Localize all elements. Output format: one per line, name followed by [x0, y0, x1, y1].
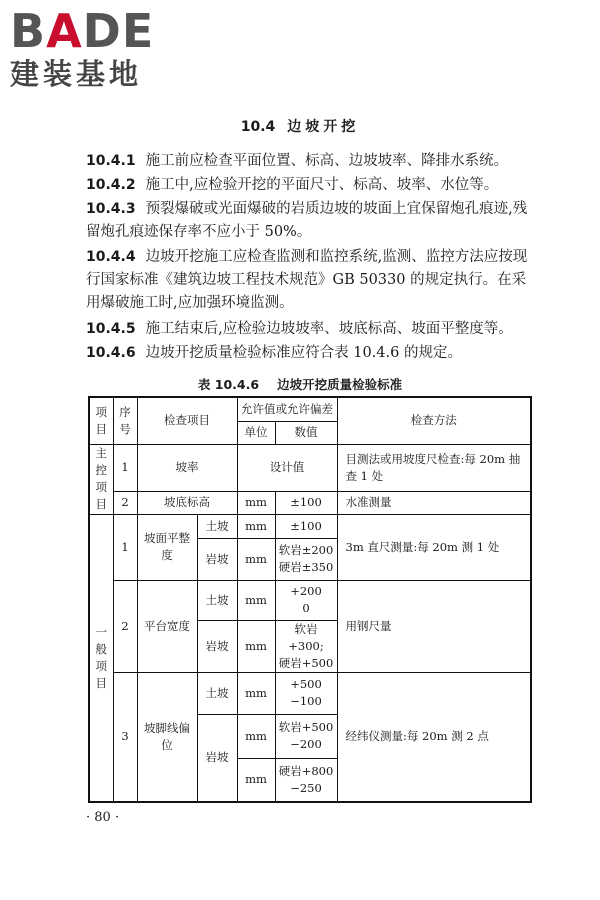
- clause-number: 10.4.4: [86, 249, 136, 265]
- section-heading: 边坡开挖: [287, 119, 360, 135]
- table-cell: 3m 直尺测量:每 20m 测 1 处: [337, 514, 531, 580]
- clause-10-4-6: [86, 342, 528, 365]
- clause-number: 10.4.3: [86, 201, 136, 217]
- table-cell: 坡面平整度: [137, 514, 197, 580]
- section-title: [0, 116, 600, 136]
- header-check-item: 检查项目: [137, 397, 237, 444]
- header-value: 数值: [275, 421, 337, 444]
- clause-10-4-2: [86, 174, 528, 197]
- clause-10-4-1: [86, 150, 528, 173]
- clause-10-4-5: [86, 318, 528, 341]
- clause-text: 预裂爆破或光面爆破的岩质边坡的坡面上宜保留炮孔痕迹,残留炮孔痕迹保存率不应小于 50%。: [86, 201, 528, 240]
- table-caption-title: 边坡开挖质量检验标准: [277, 377, 403, 392]
- header-method: 检查方法: [337, 397, 531, 444]
- publisher-logo: [10, 6, 180, 92]
- table-cell: 1: [113, 444, 137, 491]
- group-general: 一般项目: [89, 514, 113, 802]
- header-unit: 单位: [237, 421, 275, 444]
- logo-letter-b: B: [10, 4, 47, 58]
- table-cell: 岩坡: [197, 538, 237, 580]
- table-cell: 岩坡: [197, 620, 237, 672]
- table-cell: 岩坡: [197, 714, 237, 802]
- table-cell: mm: [237, 514, 275, 538]
- clause-number: 10.4.2: [86, 177, 136, 193]
- clause-number: 10.4.5: [86, 321, 136, 337]
- clause-number: 10.4.1: [86, 153, 136, 169]
- table-cell: ±100: [275, 514, 337, 538]
- table-caption-id: 表 10.4.6: [197, 377, 260, 392]
- table-cell: 土坡: [197, 672, 237, 714]
- table-cell: mm: [237, 758, 275, 802]
- clause-text: 施工前应检查平面位置、标高、边坡坡率、降排水系统。: [145, 153, 509, 169]
- table-cell: 软岩±200 硬岩±350: [275, 538, 337, 580]
- table-cell: 设计值: [237, 444, 337, 491]
- clause-text: 施工中,应检验开挖的平面尺寸、标高、坡率、水位等。: [145, 177, 499, 193]
- header-allowance: 允许值或允许偏差: [237, 397, 337, 421]
- table-cell: mm: [237, 714, 275, 758]
- table-cell: mm: [237, 620, 275, 672]
- table-cell: mm: [237, 538, 275, 580]
- table-cell: 2: [113, 580, 137, 672]
- table-cell: 2: [113, 491, 137, 514]
- page-number: · 80 ·: [86, 810, 120, 825]
- table-cell: mm: [237, 580, 275, 620]
- table-cell: 目测法或用坡度尺检查:每 20m 抽查 1 处: [337, 444, 531, 491]
- table-cell: 坡底标高: [137, 491, 237, 514]
- clause-number: 10.4.6: [86, 345, 136, 361]
- table-cell: 土坡: [197, 580, 237, 620]
- clause-10-4-3: [86, 198, 528, 244]
- header-seq: 序号: [113, 397, 137, 444]
- table-caption: [0, 375, 600, 393]
- logo-letter-a: A: [46, 4, 83, 58]
- clause-text: 边坡开挖施工应检查监测和监控系统,监测、监控方法应按现行国家标准《建筑边坡工程技术规范》GB 50330 的规定执行。在采用爆破施工时,应加强环境监测。: [86, 249, 528, 311]
- logo-letters-de: DE: [82, 4, 155, 58]
- table-cell: 平台宽度: [137, 580, 197, 672]
- table-cell: 硬岩+800 −250: [275, 758, 337, 802]
- logo-subtitle: 建装基地: [10, 57, 143, 91]
- table-cell: 坡脚线偏位: [137, 672, 197, 802]
- inspection-standard-table: [88, 396, 532, 803]
- table-cell: mm: [237, 672, 275, 714]
- table-cell: 经纬仪测量:每 20m 测 2 点: [337, 672, 531, 802]
- clause-10-4-4: [86, 246, 528, 315]
- table-cell: +200 0: [275, 580, 337, 620]
- table-cell: 土坡: [197, 514, 237, 538]
- table-cell: +500 −100: [275, 672, 337, 714]
- table-cell: 水准测量: [337, 491, 531, 514]
- table-cell: 软岩+500 −200: [275, 714, 337, 758]
- group-main-control: 主控项目: [89, 444, 113, 514]
- clause-text: 施工结束后,应检验边坡坡率、坡底标高、坡面平整度等。: [145, 321, 513, 337]
- logo-wordmark: [10, 6, 180, 56]
- header-item: 项目: [89, 397, 113, 444]
- table-cell: 坡率: [137, 444, 237, 491]
- table-cell: ±100: [275, 491, 337, 514]
- table-cell: mm: [237, 491, 275, 514]
- table-cell: 软岩+300; 硬岩+500: [275, 620, 337, 672]
- clause-text: 边坡开挖质量检验标准应符合表 10.4.6 的规定。: [145, 345, 462, 361]
- section-number: 10.4: [240, 119, 276, 135]
- table-cell: 1: [113, 514, 137, 580]
- table-cell: 用钢尺量: [337, 580, 531, 672]
- table-cell: 3: [113, 672, 137, 802]
